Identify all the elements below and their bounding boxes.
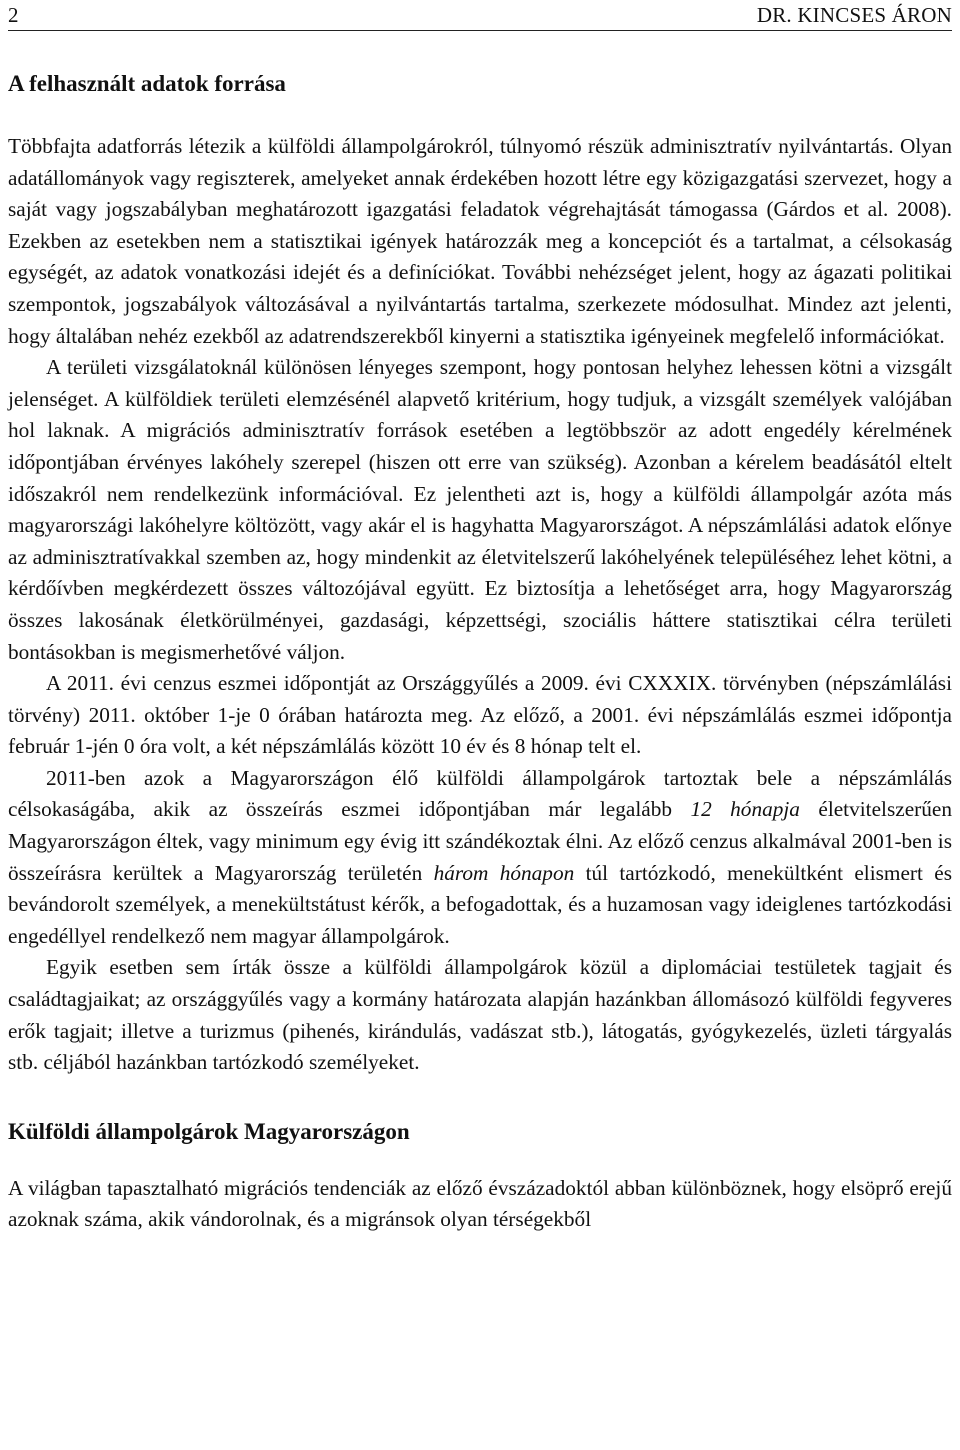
running-head	[8, 0, 952, 31]
paragraph-3: A 2011. évi cenzus eszmei időpontját az Országgyűlés a 2009. évi CXXXIX. törvényben (népszámlálási törvény) 2011. október 1-je 0 órában határozta meg. Az előző, a 2001. évi népszámlálás eszmei időpontja február 1-jén 0 óra volt, a két népszámlálás között 10 év és 8 hónap telt el.	[8, 671, 952, 759]
paragraph-6: A világban tapasztalható migrációs tendenciák az előző évszázadoktól abban különböznek, hogy elsöprő erejű azoknak száma, akik vándorolnak, és a migránsok olyan térségekből	[8, 1175, 952, 1232]
page-number: 2	[8, 3, 19, 27]
paragraph-4-text-2: életvitelszerűen Magyarországon éltek, vagy minimum egy évig itt szándékoztak élni. Az előző cenzus alkalmával 2001-ben is összeírásra kerültek a Magyarország területén	[8, 797, 952, 885]
paragraph-2: A területi vizsgálatoknál különösen lényeges szempont, hogy pontosan helyhez lehessen kötni a vizsgált jelenséget. A külföldiek területi elemzésénél alapvető kritérium, hogy tudjuk, a vizsgált személyek valójában hol laknak. A migrációs adminisztratív források esetében a legtöbbször az adott engedély kérelmének időpontjában érvényes lakóhely szerepel (hiszen ott erre van szükség). Azonban a kérelem beadásától eltelt időszakról nem rendelkezünk információval. Ez jelentheti azt is, hogy a külföldi állampolgár azóta más magyarországi lakóhelyre költözött, vagy akár el is hagyhatta Magyarországot. A népszámlálási adatok előnye az adminisztratívakkal szemben az, hogy mindenkit az életvitelszerű lakóhelyének településéhez lehet kötni, a kérdőívben megkérdezett összes változójával együtt. Ez biztosítja a lehetőséget arra, hogy Magyarország összes lakosának életkörülményei, gazdasági, képzettségi, szociális háttere statisztikai célra területi bontásokban is megismerhetővé váljon.	[8, 355, 952, 664]
paragraph-4-text-1: 2011-ben azok a Magyarországon élő külföldi állampolgárok tartoztak bele a népszámlálás célsokaságába, akik az összeírás eszmei időpontjában már legalább	[8, 765, 952, 822]
paragraph-5: Egyik esetben sem írták össze a külföldi állampolgárok közül a diplomáciai testületek tagjait és családtagjaikat; az országgyűlés vagy a kormány határozata alapján hazánkban állomásozó külföldi fegyveres erők tagjait; illetve a turizmus (pihenés, kirándulás, vadászat stb.), látogatás, gyógykezelés, üzleti tárgyalás stb. céljából hazánkban tartózkodó személyeket.	[8, 955, 952, 1075]
document-page	[8, 0, 952, 1236]
paragraph-4-emphasis-2: három hónapon	[433, 860, 575, 885]
paragraph-1: Többfajta adatforrás létezik a külföldi állampolgárokról, túlnyomó részük adminisztratív nyilvántartás. Olyan adatállományok vagy regiszterek, amelyeket annak érdekében hozott létre egy közigazgatási szervezet, hogy a saját vagy jogszabályban meghatározott igazgatási feladatok végrehajtását támogassa (Gárdos et al. 2008). Ezekben az esetekben nem a statisztikai igények határozzák meg a koncepciót és a tartalmat, a célsokaság egységét, az adatok vonatkozási idejét és a definíciókat. További nehézséget jelent, hogy az ágazati politikai szempontok, jogszabályok változásával a nyilvántartás tartalma, szerkezete módosulhat. Mindez azt jelenti, hogy általában nehéz ezekből az adatrendszerekből kinyerni a statisztika igényeinek megfelelő információkat.	[8, 134, 952, 348]
running-head-author: DR. KINCSES ÁRON	[756, 3, 952, 27]
section-heading-foreign-citizens: Külföldi állampolgárok Magyarországon	[8, 1118, 410, 1144]
paragraph-4-text-3: túl tartózkodó, menekültként elismert és bevándorolt személyek, a menekültstátust kérők, a befogadottak, és a huzamosan vagy ideiglenes tartózkodási engedéllyel rendelkező nem magyar állampolgárok.	[8, 860, 952, 948]
section-heading-data-sources: A felhasznált adatok forrása	[8, 71, 286, 96]
paragraph-4	[8, 763, 952, 953]
paragraph-4-emphasis-1: 12 hónapja	[690, 797, 800, 822]
